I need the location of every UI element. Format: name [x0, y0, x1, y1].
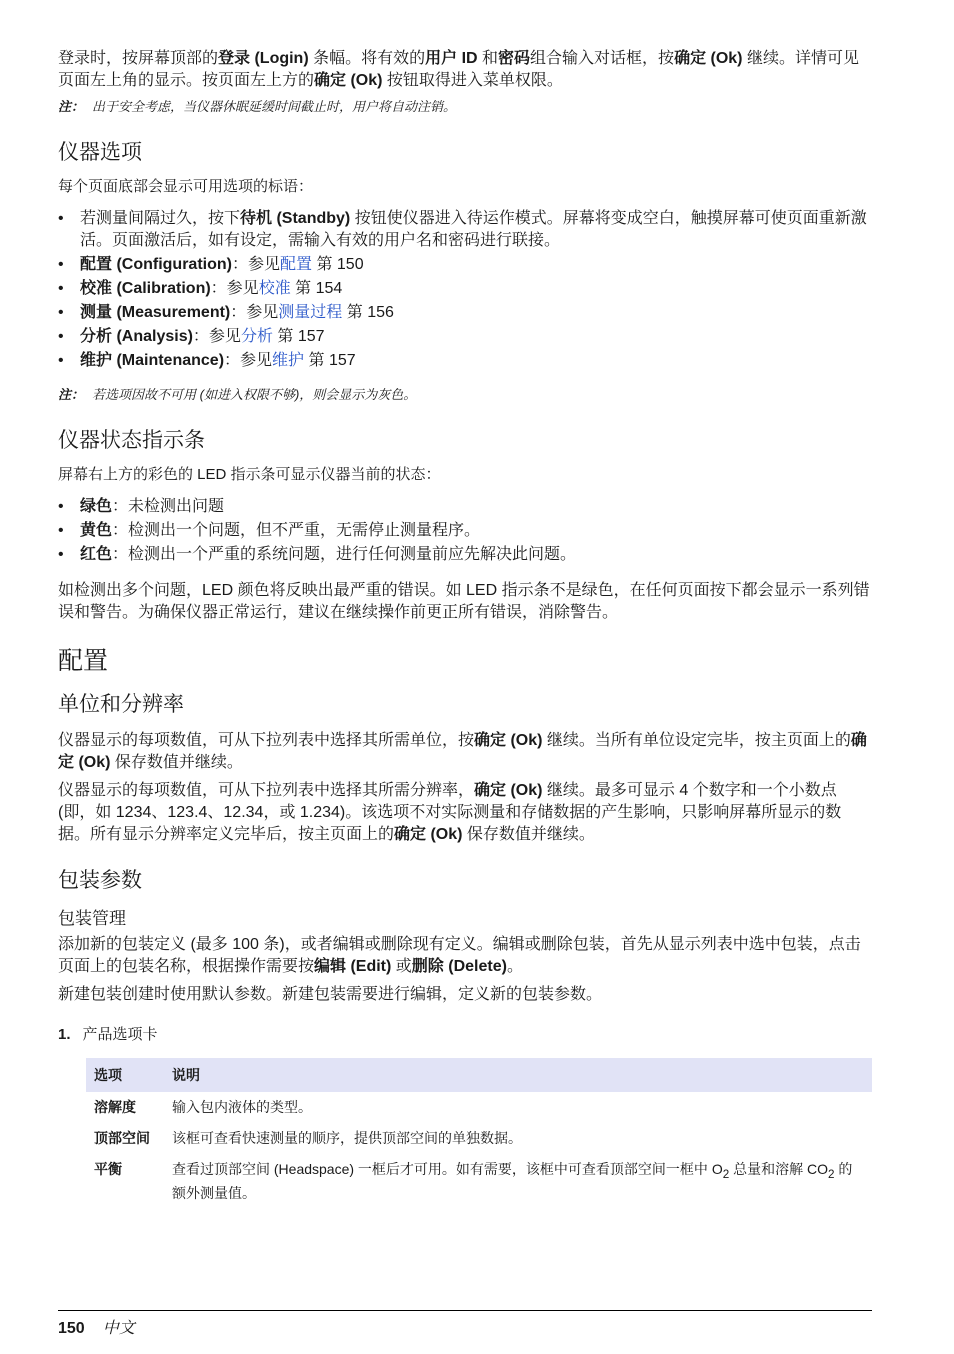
units-paragraph-1: 仪器显示的每项数值，可从下拉列表中选择其所需单位，按确定 (Ok) 继续。当所有单位设定完毕，按主页面上的确定 (Ok) 保存数值并继续。 [58, 732, 867, 771]
step-number: 1. [58, 1026, 71, 1043]
cell-option: 溶解度 [94, 1099, 136, 1115]
package-paragraph-1: 添加新的包装定义 (最多 100 条)，或者编辑或删除现有定义。编辑或删除包装，首先从显示列表中选中包装，点击页面上的包装名称，根据操作需要按编辑 (Edit) 或删除 (Delete)。 [58, 936, 861, 975]
link-configuration[interactable]: 配置 [280, 256, 313, 273]
table-header-row [86, 1058, 872, 1092]
link-measurement[interactable]: 测量过程 [278, 304, 343, 321]
note-text: 若选项因故不可用 (如进入权限不够)，则会显示为灰色。 [92, 387, 417, 402]
subheading-package: 包装参数 [58, 869, 142, 892]
footer-language: 中文 [102, 1320, 135, 1337]
step-text: 产品选项卡 [82, 1026, 158, 1043]
list-item-calibration: • 校准 (Calibration)：参见校准 第 154 [58, 278, 872, 300]
table-row [86, 1154, 872, 1209]
cell-description: 查看过顶部空间 (Headspace) 一框后才可用。如有需要，该框中可查看顶部空间一框中 $O_2$ 总量和溶解 $CO_2$ 的额外测量值。 [172, 1161, 853, 1201]
list-item-measurement: • 测量 (Measurement)：参见测量过程 第 156 [58, 302, 872, 324]
table-row [86, 1123, 872, 1154]
section-heading-options: 仪器选项 [58, 141, 142, 164]
list-item-yellow: • 黄色：检测出一个问题，但不严重，无需停止测量程序。 [58, 520, 872, 542]
section-heading-config: 配置 [58, 647, 109, 675]
link-analysis[interactable]: 分析 [240, 328, 273, 345]
cell-option: 平衡 [94, 1161, 122, 1177]
list-item-configuration: • 配置 (Configuration)：参见配置 第 150 [58, 254, 872, 276]
subheading-package-management: 包装管理 [58, 909, 126, 928]
subheading-units: 单位和分辨率 [58, 693, 184, 716]
page-number: 150 [58, 1320, 85, 1337]
cell-description: 该框可查看快速测量的顺序，提供顶部空间的单独数据。 [172, 1130, 522, 1146]
list-item-analysis: • 分析 (Analysis)：参见分析 第 157 [58, 326, 872, 348]
options-table [86, 1058, 872, 1209]
list-item-standby: • 若测量间隔过久，按下待机 (Standby) 按钮使仪器进入待运作模式。屏幕将变成空白，触摸屏幕可使页面重新激活。页面激活后，如有设定，需输入有效的用户名和密码进行联接。 [58, 208, 872, 252]
link-maintenance[interactable]: 维护 [272, 352, 305, 369]
note-label: 注： [58, 99, 85, 114]
package-paragraph-2: 新建包装创建时使用默认参数。新建包装需要进行编辑，定义新的包装参数。 [58, 986, 603, 1003]
status-intro: 屏幕右上方的彩色的 LED 指示条可显示仪器当前的状态： [58, 466, 441, 483]
link-calibration[interactable]: 校准 [258, 280, 291, 297]
page-content [58, 48, 872, 1209]
status-list [58, 496, 872, 566]
step-1 [58, 1024, 872, 1046]
options-intro: 每个页面底部会显示可用选项的标语： [58, 178, 314, 195]
page-footer [58, 1310, 872, 1338]
note-label: 注： [58, 387, 85, 402]
login-paragraph: 登录时，按屏幕顶部的登录 (Login) 条幅。将有效的用户 ID 和密码组合输入对话框，按确定 (Ok) 继续。详情可见页面左上角的显示。按页面左上方的确定 (Ok) 按钮取得进入菜单权限。 [58, 50, 859, 89]
list-item-red: • 红色：检测出一个严重的系统问题，进行任何测量前应先解决此问题。 [58, 544, 872, 566]
options-list [58, 208, 872, 372]
login-note [58, 98, 872, 116]
list-item-maintenance: • 维护 (Maintenance)：参见维护 第 157 [58, 350, 872, 372]
column-header-description: 说明 [164, 1058, 872, 1092]
cell-option: 顶部空间 [94, 1130, 150, 1146]
section-heading-status: 仪器状态指示条 [58, 429, 205, 452]
options-note [58, 386, 872, 404]
cell-description: 输入包内液体的类型。 [172, 1099, 312, 1115]
list-item-green: • 绿色：未检测出问题 [58, 496, 872, 518]
status-paragraph: 如检测出多个问题，LED 颜色将反映出最严重的错误。如 LED 指示条不是绿色，在任何页面按下都会显示一系列错误和警告。为确保仪器正常运行，建议在继续操作前更正所有错误，消除警告。 [58, 582, 870, 621]
table-row [86, 1092, 872, 1123]
column-header-option: 选项 [86, 1058, 164, 1092]
note-text: 出于安全考虑，当仪器休眠延缓时间截止时，用户将自动注销。 [92, 99, 457, 114]
units-paragraph-2: 仪器显示的每项数值，可从下拉列表中选择其所需分辨率，确定 (Ok) 继续。最多可显示 4 个数字和一个小数点 (即，如 1234、123.4、12.34，或 1.234)。该选项不对实际测量和存储数据的产生影响，只影响屏幕所显示的数据。所有显示分辨率定义完毕后，按主页面上的确定 (Ok) 保存数值并继续。 [58, 782, 842, 843]
